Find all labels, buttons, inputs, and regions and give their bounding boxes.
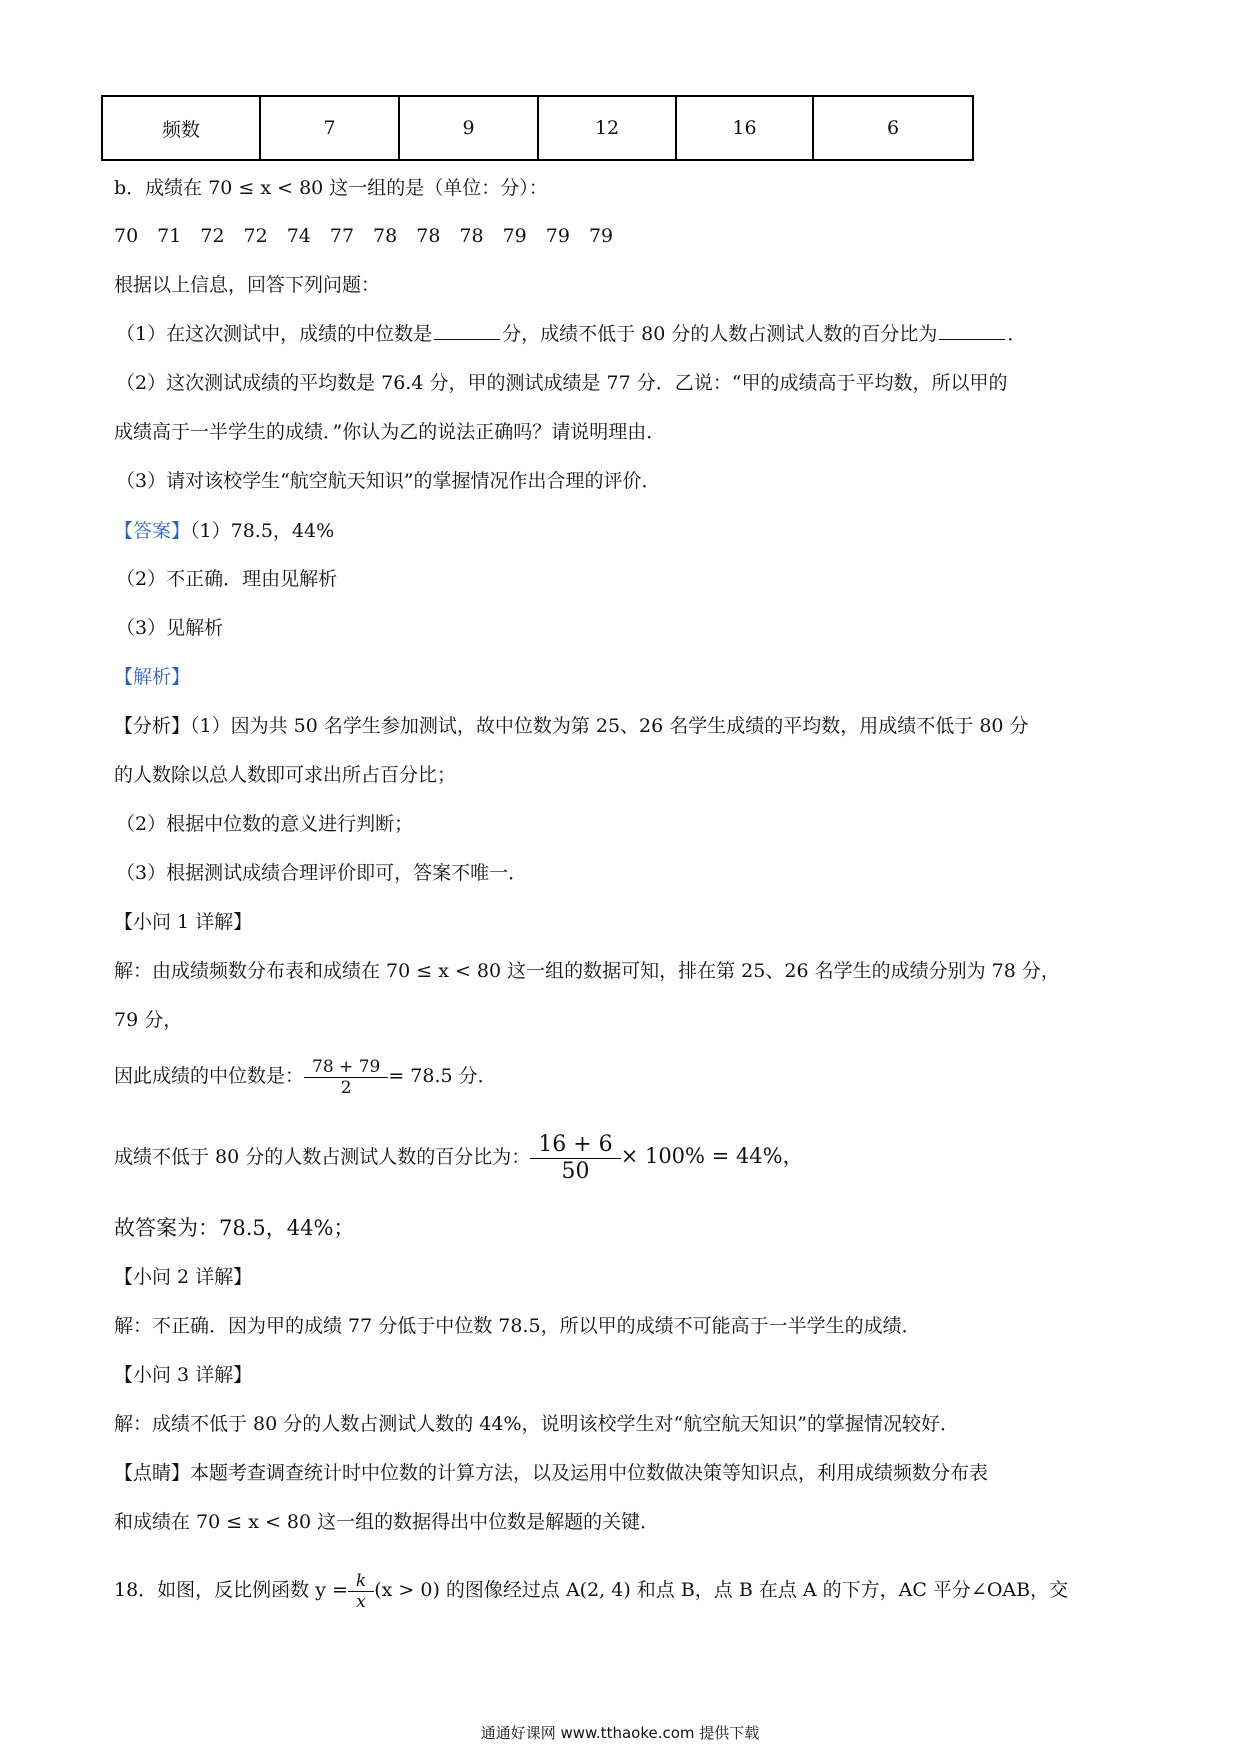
question-2-line-2: 成绩高于一半学生的成绩．”你认为乙的说法正确吗？请说明理由． [114, 421, 666, 443]
answer-tag: 【答案】 [114, 520, 191, 542]
percentage-formula [114, 1125, 804, 1188]
answer-3: （3）见解析 [116, 617, 224, 639]
dianjing-line-1: 【点睛】本题考查调查统计时中位数的计算方法，以及运用中位数做决策等知识点，利用成绩频数分布表 [114, 1462, 989, 1484]
median-formula [114, 1048, 497, 1104]
sub-question-2-line-1: 解：不正确．因为甲的成绩 77 分低于中位数 78.5，所以甲的成绩不可能高于一半学生的成绩． [114, 1315, 921, 1337]
fraction-denominator: 50 [530, 1158, 620, 1185]
answer-blank [434, 319, 500, 340]
percentage-result: × 100% = 44%， [620, 1144, 804, 1168]
fraction-numerator: k [355, 1570, 367, 1591]
fraction-numerator: 78 + 79 [312, 1056, 381, 1077]
answer-1: （1）78.5，44% [190, 520, 335, 542]
fraction-numerator: 16 + 6 [538, 1131, 613, 1157]
question-18-prefix: 18．如图，反比例函数 y = [114, 1579, 348, 1601]
median-result: = 78.5 分． [388, 1065, 497, 1087]
sub-question-3-tag: 【小问 3 详解】 [114, 1364, 253, 1386]
sub-question-3-line-1: 解：成绩不低于 80 分的人数占测试人数的 44%，说明该校学生对“航空航天知识”的掌握情况较好． [114, 1413, 959, 1435]
fraction-denominator: x [348, 1591, 374, 1612]
table-cell: 9 [399, 96, 538, 160]
sub-question-2-tag: 【小问 2 详解】 [114, 1266, 253, 1288]
sub-question-1-tag: 【小问 1 详解】 [114, 911, 253, 933]
sub-question-1-line-2: 79 分， [114, 1009, 183, 1031]
inverse-function-fraction [352, 1571, 370, 1612]
median-fraction [308, 1057, 384, 1098]
fraction-denominator: 2 [304, 1077, 388, 1098]
answer-2: （2）不正确．理由见解析 [116, 568, 338, 590]
percentage-prefix: 成绩不低于 80 分的人数占测试人数的百分比为： [114, 1146, 531, 1168]
question-2-line-1: （2）这次测试成绩的平均数是 76.4 分，甲的测试成绩是 77 分．乙说：“甲的成绩高于平均数，所以甲的 [116, 372, 1008, 394]
frequency-table [101, 95, 974, 161]
question-1-part-a: （1）在这次测试中，成绩的中位数是 [116, 323, 433, 345]
table-cell: 16 [676, 96, 813, 160]
question-3: （3）请对该校学生“航空航天知识”的掌握情况作出合理的评价． [116, 470, 661, 492]
analysis-line-1: 【分析】（1）因为共 50 名学生参加测试，故中位数为第 25、26 名学生成绩的平均数，用成绩不低于 80 分 [114, 715, 1029, 737]
page-footer: 通通好课网 www.tthaoke.com 提供下载 [480, 1724, 760, 1742]
question-18-suffix: (x > 0) 的图像经过点 A(2, 4) 和点 B，点 B 在点 A 的下方，AC 平分∠OAB，交 [374, 1579, 1069, 1601]
question-1-part-b: 分，成绩不低于 80 分的人数占测试人数的百分比为 [502, 323, 938, 345]
analysis-line-3: （2）根据中位数的意义进行判断； [116, 813, 414, 835]
question-1 [116, 319, 1026, 349]
question-1-part-c: ． [1007, 323, 1027, 345]
table-cell: 12 [538, 96, 676, 160]
percentage-fraction [534, 1132, 616, 1185]
sub-question-1-line-1: 解：由成绩频数分布表和成绩在 70 ≤ x < 80 这一组的数据可知，排在第 25、26 名学生的成绩分别为 78 分， [114, 960, 1060, 982]
median-prefix: 因此成绩的中位数是： [114, 1065, 305, 1087]
analysis-line-4: （3）根据测试成绩合理评价即可，答案不唯一． [116, 862, 528, 884]
question-18 [114, 1568, 1068, 1612]
prompt-line: 根据以上信息，回答下列问题： [114, 274, 381, 296]
answer-blank [939, 319, 1005, 340]
analysis-line-2: 的人数除以总人数即可求出所占百分比； [114, 764, 457, 786]
b-intro: b．成绩在 70 ≤ x < 80 这一组的是（单位：分）： [114, 177, 548, 199]
final-answer: 故答案为：78.5，44%； [114, 1216, 355, 1240]
table-label-cell: 频数 [102, 96, 260, 160]
table-cell: 7 [260, 96, 399, 160]
jiexi-tag: 【解析】 [114, 666, 191, 688]
table-row [102, 96, 973, 160]
b-data: 70 71 72 72 74 77 78 78 78 79 79 79 [114, 225, 614, 247]
dianjing-line-2: 和成绩在 70 ≤ x < 80 这一组的数据得出中位数是解题的关键． [114, 1511, 660, 1533]
table-cell: 6 [813, 96, 973, 160]
answer-line-1 [114, 516, 334, 546]
